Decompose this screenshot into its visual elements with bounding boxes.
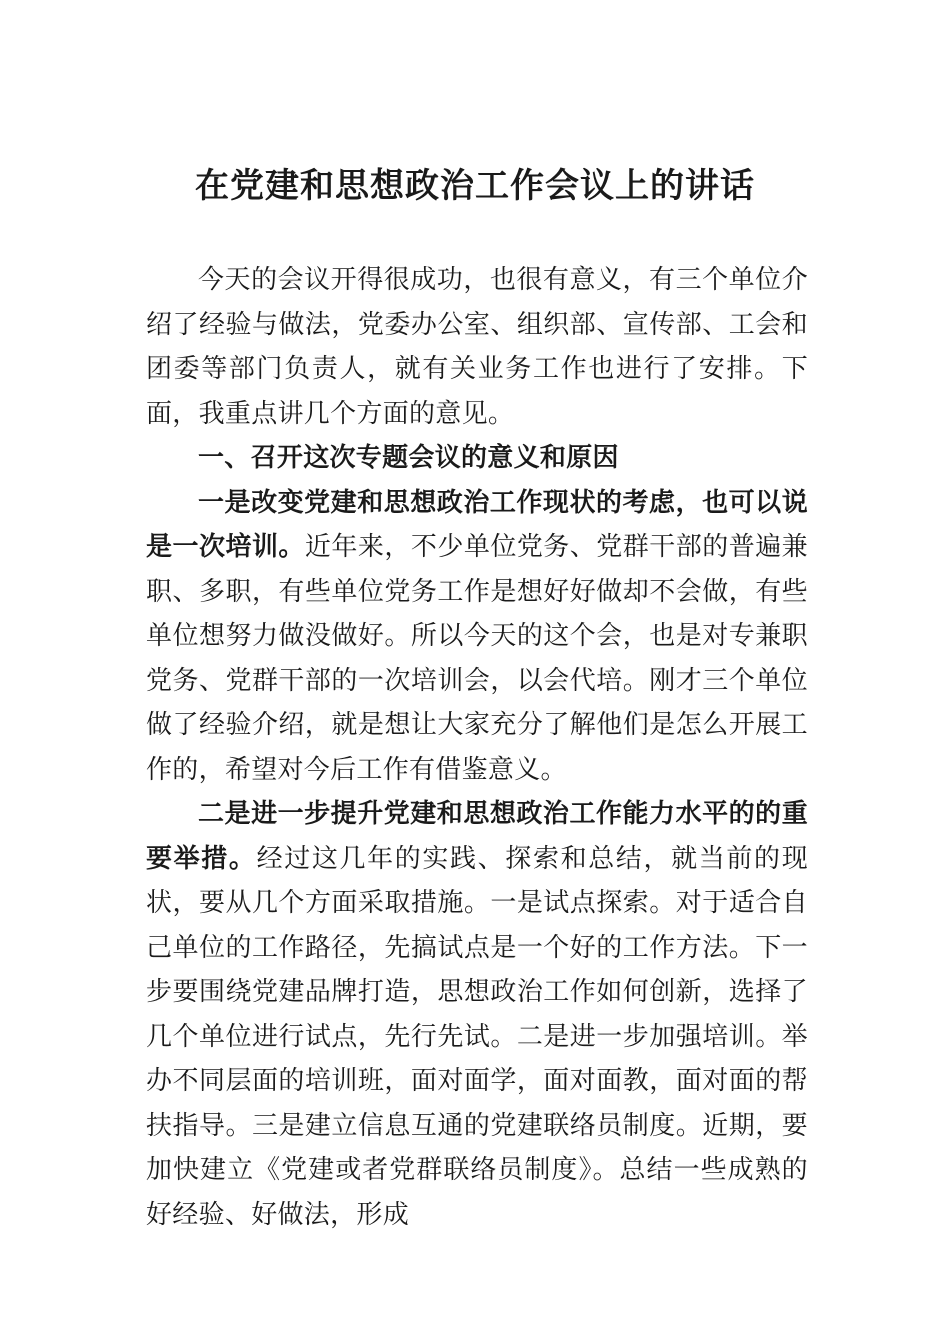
paragraph-point-1-lead: 一是改变党建和思想政治工作现状的考虑，也可以说是一次培训。 xyxy=(146,487,808,562)
document-body xyxy=(146,258,808,1237)
document-title: 在党建和思想政治工作会议上的讲话 xyxy=(195,166,755,206)
section-heading-1: 一、召开这次专题会议的意义和原因 xyxy=(198,443,619,473)
paragraph-point-2-text: 经过这几年的实践、探索和总结，就当前的现状，要从几个方面采取措施。一是试点探索。对于适合自己单位的工作路径，先搞试点是一个好的工作方法。下一步要围绕党建品牌打造，思想政治工作如何创新，选择了几个单位进行试点，先行先试。二是进一步加强培训。举办不同层面的培训班，面对面学，面对面教，面对面的帮扶指导。三是建立信息互通的党建联络员制度。近期，要加快建立《党建或者党群联络员制度》。总结一些成熟的好经验、好做法，形成 xyxy=(146,843,808,1230)
paragraph-point-1-text: 近年来，不少单位党务、党群干部的普遍兼职、多职，有些单位党务工作是想好好做却不会做，有些单位想努力做没做好。所以今天的这个会，也是对专兼职党务、党群干部的一次培训会，以会代培。刚才三个单位做了经验介绍，就是想让大家充分了解他们是怎么开展工作的，希望对今后工作有借鉴意义。 xyxy=(146,532,808,785)
paragraph-point-1 xyxy=(146,481,808,793)
paragraph-intro-text: 今天的会议开得很成功，也很有意义，有三个单位介绍了经验与做法，党委办公室、组织部、宣传部、工会和团委等部门负责人，就有关业务工作也进行了安排。下面，我重点讲几个方面的意见。 xyxy=(146,265,808,429)
paragraph-intro xyxy=(146,258,808,436)
paragraph-point-2-lead: 二是进一步提升党建和思想政治工作能力水平的的重要举措。 xyxy=(146,799,808,874)
paragraph-point-2 xyxy=(146,792,808,1237)
